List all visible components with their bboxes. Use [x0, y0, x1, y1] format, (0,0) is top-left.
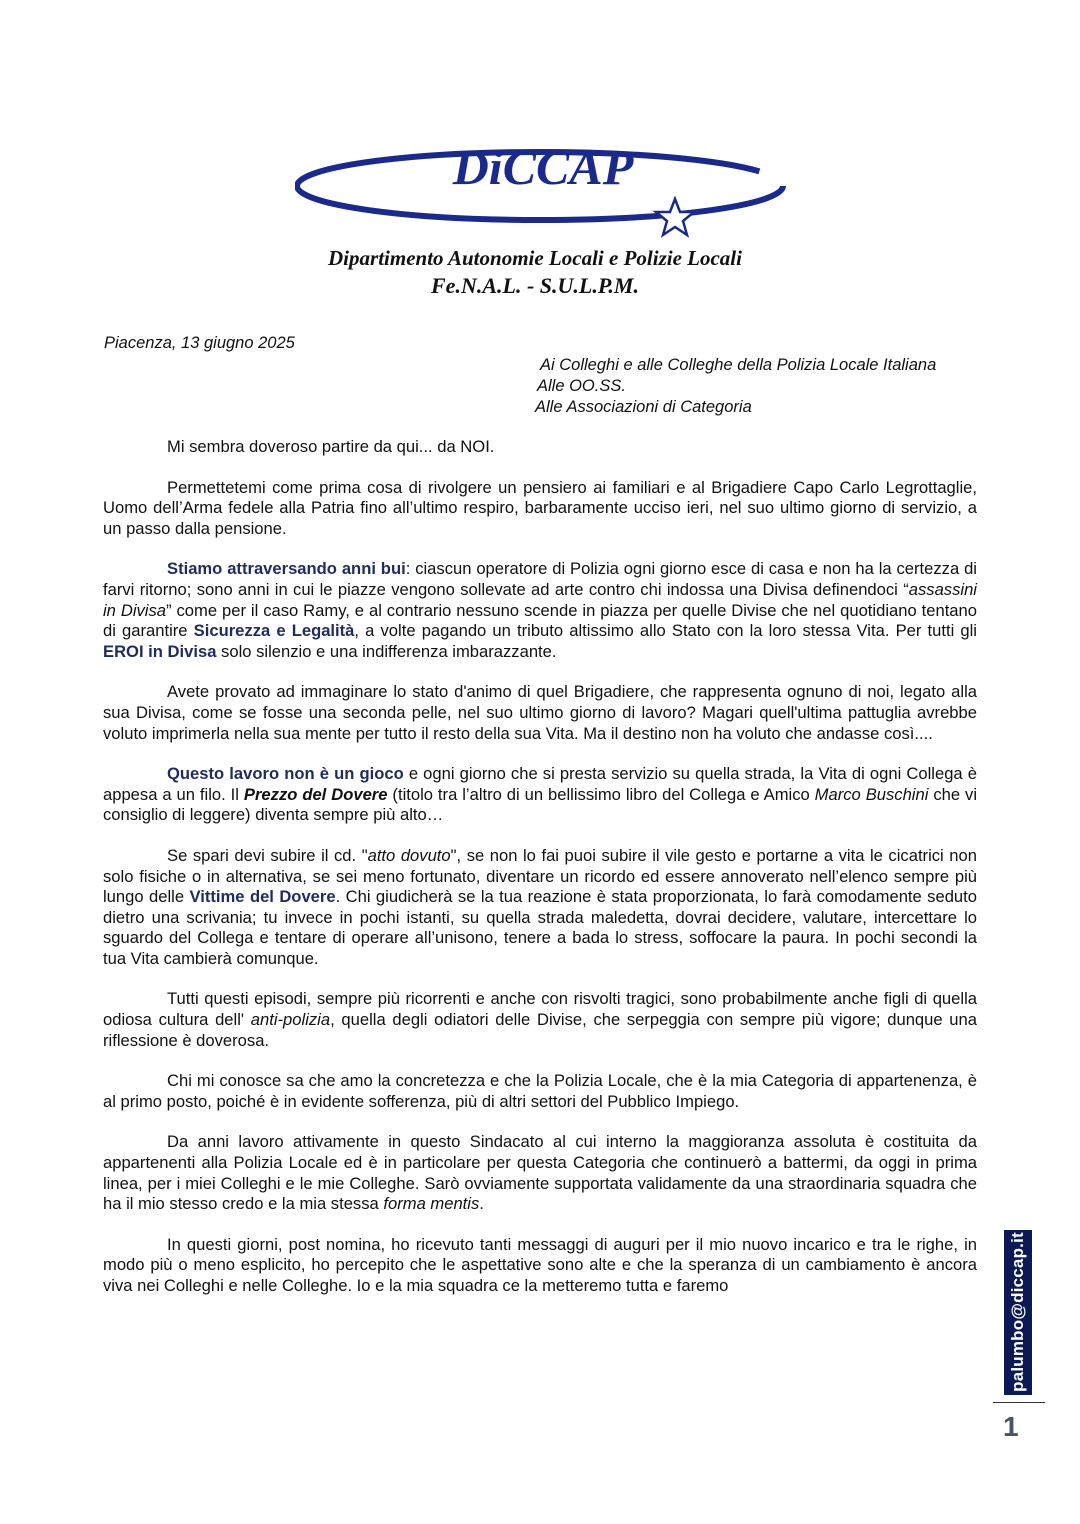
paragraph-tribute: Permettetemi come prima cosa di rivolgere un pensiero ai familiari e al Brigadiere Capo Carlo Legrottaglie, Uomo dell’Arma fedele alla Patria fino all’ultimo respiro, barbaramente ucciso ieri, nel suo ultimo giorno di servizio, a un passo dalla pensione. — [103, 477, 977, 538]
department-title: Dipartimento Autonomie Locali e Polizie Locali — [328, 246, 742, 270]
recipient-line: Alle Associazioni di Categoria — [535, 398, 752, 416]
email-side-band — [1004, 1230, 1032, 1395]
email-text: palumbo@diccap.it — [1008, 1232, 1027, 1392]
paragraph-concreteness: Chi mi conosce sa che amo la concretezza e che la Polizia Locale, che è la mia Categoria di appartenenza, è al primo posto, poiché è in evidente sofferenza, più di altri settori del Pubblico Impiego. — [103, 1071, 977, 1111]
paragraph-union: Da anni lavoro attivamente in questo Sindacato al cui interno la maggioranza assoluta è costituita da appartenenti alla Polizia Locale ed è in particolare per questa Categoria che continuerò a battermi, da oggi in prima linea, per i miei Colleghi e le mie Colleghe. Sarò ovviamente supportata validamente da una straordinaria squadra che ha il mio stesso credo e la mia stessa forma mentis. — [103, 1132, 977, 1214]
paragraph-opening: Mi sembra doveroso partire da qui... da NOI. — [167, 437, 495, 456]
letter-body — [103, 437, 977, 1297]
recipient-line: Ai Colleghi e alle Colleghe della Polizia Locale Italiana — [540, 356, 937, 374]
star-icon — [656, 199, 694, 235]
paragraph-duty: Se spari devi subire il cd. "atto dovuto", se non lo fai puoi subire il vile gesto e portarne a vita le cicatrici non solo fisiche o in alternativa, se sei meno fortunato, diventare un ricordo ed essere annoverato nell’elenco sempre più lungo delle Vittime del Dovere. Chi giudicherà se la tua reazione è stata proporzionata, lo farà comodamente seduto dietro una scrivania; tu invece in pochi istanti, su quella strada maledetta, dovrai decidere, valutare, intercettare lo sguardo del Collega e tentare di operare all’unisono, tenere a bada lo stress, soffocare la paura. In pochi secondi la tua Vita cambierà comunque. — [103, 845, 977, 968]
federation-title: Fe.N.A.L. - S.U.L.P.M. — [431, 273, 639, 298]
paragraph-dark-years: Stiamo attraversando anni bui: ciascun operatore di Polizia ogni giorno esce di casa e non ha la certezza di farvi ritorno; sono anni in cui le piazze vengono sollevate ad arte contro chi indossa una Divisa definendoci “assassini in Divisa” come per il caso Ramy, e al contrario nessuno scende in piazza per quelle Divise che nel quotidiano tentano di garantire Sicurezza e Legalità, a volte pagando un tributo altissimo allo Stato con la loro stessa Vita. Per tutti gli EROI in Divisa solo silenzio e una indifferenza imbarazzante. — [103, 559, 977, 661]
paragraph-expectations: In questi giorni, post nomina, ho ricevuto tanti messaggi di auguri per il mio nuovo incarico e tra le righe, in modo più o meno esplicito, ho percepito che le aspettative sono alte e che la speranza di un cambiamento è ancora viva nei Colleghi e nelle Colleghe. Io e la mia squadra ce la metteremo tutta e faremo — [103, 1234, 977, 1295]
recipient-line: Alle OO.SS. — [537, 377, 626, 395]
paragraph-brigadier: Avete provato ad immaginare lo stato d'animo di quel Brigadiere, che rappresenta ognuno di noi, legato alla sua Divisa, come se fosse una seconda pelle, nel suo ultimo giorno di lavoro? Magari quell'ultima pattuglia avrebbe voluto imprimerla nella sua mente per tutto il resto della sua Vita. Ma il destino non ha voluto che andasse così.... — [103, 682, 977, 743]
logo-wordmark: DiCCAP — [452, 140, 634, 195]
paragraph-anti-police: Tutti questi episodi, sempre più ricorrenti e anche con risvolti tragici, sono probabilmente anche figli di quella odiosa cultura dell' anti-polizia, quella degli odiatori delle Divise, che serpeggia con sempre più vigore; dunque una riflessione è doverosa. — [103, 989, 977, 1050]
diccap-logo — [295, 140, 790, 245]
paragraph-not-a-game: Questo lavoro non è un gioco e ogni giorno che si presta servizio su quella strada, la Vita di ogni Collega è appesa a un filo. Il Prezzo del Dovere (titolo tra l’altro di un bellissimo libro del Collega e Amico Marco Buschini che vi consiglio di leggere) diventa sempre più alto… — [103, 764, 978, 825]
page-number: 1 — [1003, 1411, 1019, 1442]
place-date: Piacenza, 13 giugno 2025 — [104, 334, 295, 352]
page-number-divider — [993, 1402, 1045, 1403]
